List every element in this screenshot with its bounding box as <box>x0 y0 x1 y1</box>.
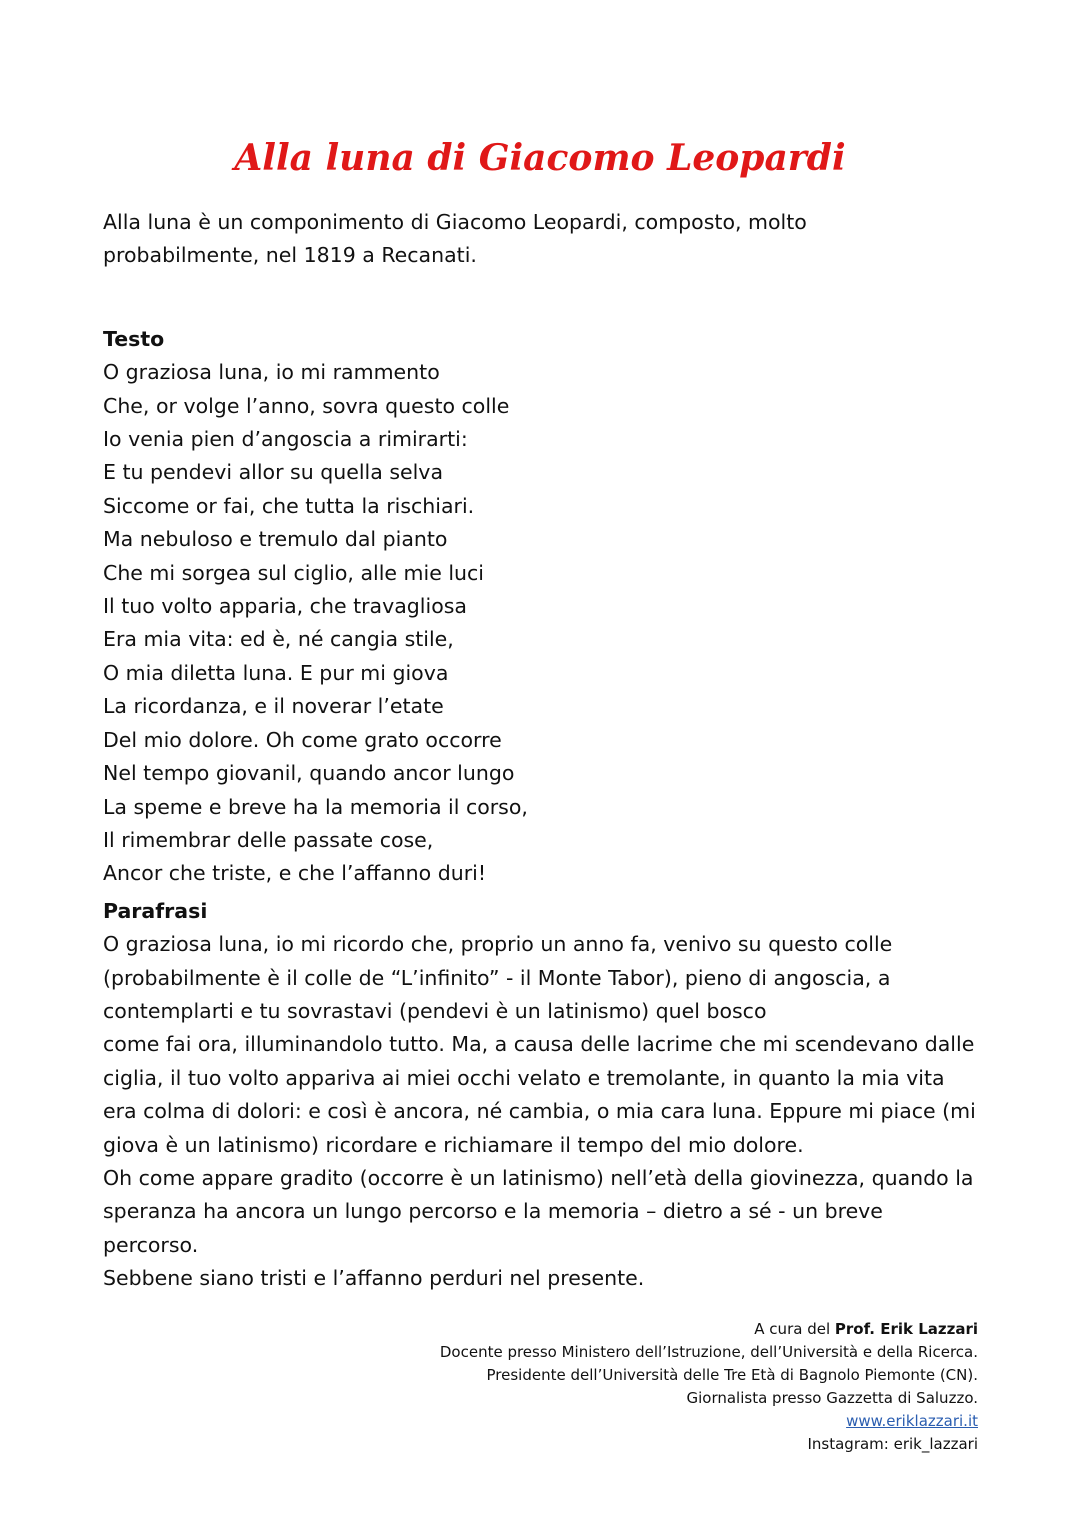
text-line: ciglia, il tuo volto appariva ai miei occhi velato e tremolante, in quanto la mia vita <box>103 1065 945 1090</box>
text-line: Io venia pien d’angoscia a rimirarti: <box>103 427 468 452</box>
text-line: Oh come appare gradito (occorre è un latinismo) nell’età della giovinezza, quando la <box>103 1165 974 1190</box>
credits-role-1: Docente presso Ministero dell’Istruzione, dell’Università e della Ricerca. <box>439 1343 978 1361</box>
parafrasi-heading: Parafrasi <box>103 898 208 923</box>
credits-role-2: Presidente dell’Università delle Tre Età di Bagnolo Piemonte (CN). <box>486 1366 978 1384</box>
text-line: Il rimembrar delle passate cose, <box>103 827 434 852</box>
credits-prefix: A cura del <box>754 1320 835 1338</box>
intro-line: Alla luna è un componimento di Giacomo Leopardi, composto, molto <box>103 210 807 234</box>
text-line: speranza ha ancora un lungo percorso e la memoria – dietro a sé - un breve <box>103 1199 883 1224</box>
text-line: O graziosa luna, io mi rammento <box>103 360 440 385</box>
credits-block <box>278 1318 978 1456</box>
text-line: contemplarti e tu sovrastavi (pendevi è un latinismo) quel bosco <box>103 998 767 1023</box>
credits-website-line <box>278 1410 978 1433</box>
text-line: Ma nebuloso e tremulo dal pianto <box>103 527 448 552</box>
text-line: Ancor che triste, e che l’affanno duri! <box>103 861 487 886</box>
text-line: O graziosa luna, io mi ricordo che, proprio un anno fa, venivo su questo colle <box>103 932 893 957</box>
website-link[interactable]: www.eriklazzari.it <box>846 1412 978 1430</box>
text-line: (probabilmente è il colle de “L’infinito” - il Monte Tabor), pieno di angoscia, a <box>103 965 891 990</box>
text-line: Che mi sorgea sul ciglio, alle mie luci <box>103 560 484 585</box>
text-line: O mia diletta luna. E pur mi giova <box>103 660 449 685</box>
intro-line: probabilmente, nel 1819 a Recanati. <box>103 243 477 268</box>
text-line: era colma di dolori: e così è ancora, né cambia, o mia cara luna. Eppure mi piace (mi <box>103 1099 976 1124</box>
text-line: giova è un latinismo) ricordare e richiamare il tempo del mio dolore. <box>103 1132 804 1157</box>
text-line: Il tuo volto apparia, che travagliosa <box>103 594 467 619</box>
text-line: come fai ora, illuminandolo tutto. Ma, a causa delle lacrime che mi scendevano dalle <box>103 1032 975 1057</box>
parafrasi-section <box>103 895 983 1296</box>
text-line: La speme e breve ha la memoria il corso, <box>103 794 528 819</box>
text-line: Siccome or fai, che tutta la rischiari. <box>103 493 475 518</box>
text-line: Nel tempo giovanil, quando ancor lungo <box>103 761 515 786</box>
intro-paragraph <box>103 206 983 273</box>
page-title: Alla luna di Giacomo Leopardi <box>234 137 846 179</box>
credits-author-line <box>278 1318 978 1341</box>
credits-instagram: Instagram: erik_lazzari <box>807 1435 978 1453</box>
credits-author: Prof. Erik Lazzari <box>834 1320 978 1338</box>
text-line: E tu pendevi allor su quella selva <box>103 460 444 485</box>
text-line: Era mia vita: ed è, né cangia stile, <box>103 627 454 652</box>
document-body <box>103 206 983 1296</box>
credits-role-3: Giornalista presso Gazzetta di Saluzzo. <box>686 1389 978 1407</box>
text-line: La ricordanza, e il noverar l’etate <box>103 694 444 719</box>
text-line: Del mio dolore. Oh come grato occorre <box>103 727 502 752</box>
poem-lines <box>103 356 983 891</box>
text-line: Che, or volge l’anno, sovra questo colle <box>103 393 510 418</box>
text-line: Sebbene siano tristi e l’affanno perduri nel presente. <box>103 1266 645 1291</box>
text-line: percorso. <box>103 1232 199 1257</box>
testo-heading: Testo <box>103 326 165 351</box>
parafrasi-lines <box>103 928 983 1295</box>
testo-section <box>103 323 983 891</box>
